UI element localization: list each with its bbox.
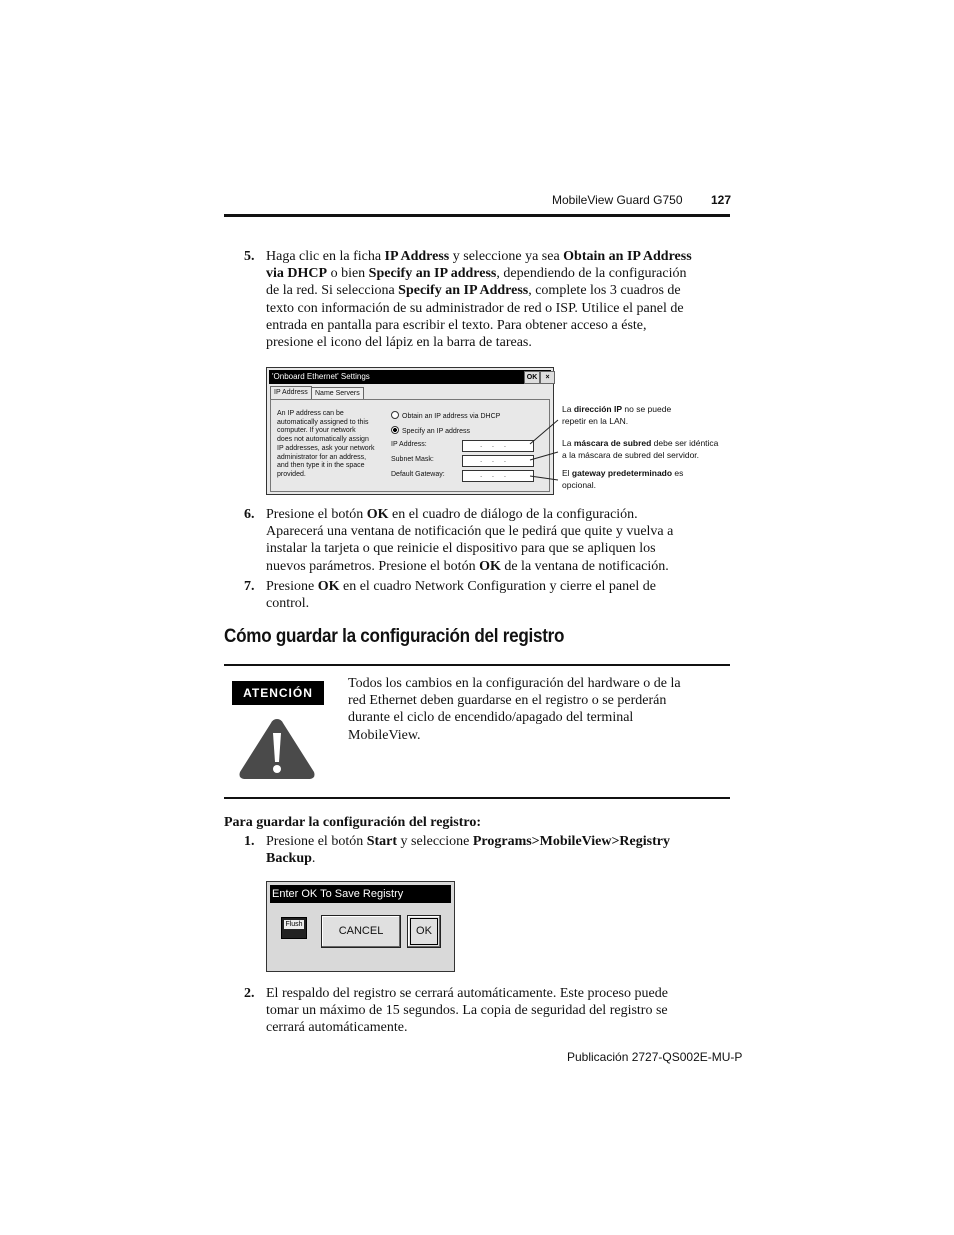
settings-title: 'Onboard Ethernet' Settings: [272, 372, 370, 381]
step-number: 7.: [244, 579, 255, 594]
callout-gateway: El gateway predeterminado es opcional.: [562, 468, 684, 490]
text-line: El respaldo del registro se cerrará automáticamente. Este proceso puede: [266, 986, 668, 1001]
subnet-mask-field[interactable]: ...: [462, 455, 534, 467]
text-line: provided.: [277, 470, 306, 478]
procedure-subheading: Para guardar la configuración del registro:: [224, 815, 482, 830]
header-rule: [224, 214, 730, 217]
attention-badge: ATENCIÓN: [232, 681, 324, 705]
callout-subnet-mask: La máscara de subred debe ser idéntica a la máscara de subred del servidor.: [562, 438, 719, 460]
step-text: [266, 578, 728, 612]
text-line: red Ethernet deben guardarse en el registro o se perderán: [348, 693, 667, 709]
ok-button[interactable]: OK: [407, 915, 441, 948]
step-text: [266, 985, 728, 1037]
text-line: Haga clic en la ficha IP Address y seleccione ya sea Obtain an IP Address: [266, 249, 692, 264]
callout-ip-address: La dirección IP no se puede repetir en la LAN.: [562, 404, 672, 426]
step-text: [266, 248, 728, 351]
step-number: 6.: [244, 507, 255, 522]
text-line: instalar la tarjeta o que reinicie el dispositivo para que se apliquen los: [266, 541, 656, 557]
text-line: does not automatically assign: [277, 436, 369, 444]
tab-name-servers[interactable]: Name Servers: [311, 387, 364, 400]
radio-unchecked-icon: [391, 411, 399, 419]
text-line: and then type it in the space: [277, 462, 365, 470]
attention-bottom-rule: [224, 797, 730, 799]
save-registry-title: Enter OK To Save Registry: [272, 888, 404, 900]
subnet-mask-label: Subnet Mask:: [391, 456, 434, 463]
step-number: 2.: [244, 986, 255, 1001]
text-line: An IP address can be: [277, 410, 344, 417]
cancel-button[interactable]: CANCEL: [321, 915, 401, 948]
page-number: 127: [711, 193, 732, 207]
default-gateway-label: Default Gateway:: [391, 471, 445, 478]
ip-address-panel: [270, 399, 550, 492]
text-line: computer. If your network: [277, 427, 356, 435]
radio-obtain-dhcp[interactable]: Obtain an IP address via DHCP: [391, 411, 500, 421]
step-text: [266, 506, 728, 575]
radio-specify-ip[interactable]: Specify an IP address: [391, 426, 470, 436]
settings-ok-button[interactable]: OK: [524, 371, 540, 384]
text-line: de la red. Si selecciona Specify an IP Address, complete los 3 cuadros de: [266, 283, 681, 299]
text-line: entrada en pantalla para escribir el texto. Para obtener acceso a éste,: [266, 317, 647, 333]
running-header-title: MobileView Guard G750: [552, 193, 683, 207]
text-line: presione el icono del lápiz en la barra de tareas.: [266, 335, 532, 351]
text-line: IP addresses, ask your network: [277, 444, 375, 452]
close-icon[interactable]: ×: [540, 371, 555, 384]
text-line: via DHCP o bien Specify an IP address, dependiendo de la configuración: [266, 266, 687, 282]
text-line: texto con información de su administrador de red o ISP. Utilice el panel de: [266, 300, 684, 316]
text-line: Backup.: [266, 851, 316, 867]
text-line: administrator for an address,: [277, 453, 367, 461]
save-registry-screenshot: [266, 881, 455, 972]
warning-icon: [236, 716, 318, 782]
text-line: control.: [266, 596, 310, 612]
text-line: tomar un máximo de 15 segundos. La copia de seguridad del registro se: [266, 1003, 668, 1019]
text-line: Presione el botón OK en el cuadro de diálogo de la configuración.: [266, 507, 638, 522]
ethernet-settings-screenshot: [266, 367, 554, 495]
text-line: cerrará automáticamente.: [266, 1020, 408, 1036]
text-line: Presione OK en el cuadro Network Configuration y cierre el panel de: [266, 579, 656, 594]
text-line: Todos los cambios en la configuración del hardware o de la: [348, 676, 681, 691]
text-line: MobileView.: [348, 727, 421, 743]
tab-ip-address[interactable]: IP Address: [270, 386, 312, 400]
attention-top-rule: [224, 664, 730, 666]
text-line: Aparecerá una ventana de notificación que le pedirá que quite y vuelva a: [266, 524, 674, 540]
default-gateway-field[interactable]: ...: [462, 470, 534, 482]
flush-icon: Flush: [281, 917, 307, 939]
step-number: 1.: [244, 834, 255, 849]
step-text: [266, 833, 728, 867]
publication-footer: Publicación 2727-QS002E-MU-P: [567, 1050, 743, 1064]
ip-address-label: IP Address:: [391, 441, 427, 448]
attention-text: [348, 675, 728, 744]
text-line: Presione el botón Start y seleccione Programs>MobileView>Registry: [266, 834, 670, 849]
settings-title-bar: [269, 370, 551, 384]
radio-checked-icon: [391, 426, 399, 434]
text-line: nuevos parámetros. Presione el botón OK de la ventana de notificación.: [266, 558, 669, 574]
save-registry-title-bar: [270, 885, 451, 903]
step-number: 5.: [244, 249, 255, 264]
section-heading: Cómo guardar la configuración del registro: [224, 626, 565, 647]
ip-info-text: [277, 410, 387, 480]
ip-address-field[interactable]: ...: [462, 440, 534, 452]
text-line: automatically assigned to this: [277, 418, 369, 426]
text-line: durante el ciclo de encendido/apagado del terminal: [348, 710, 634, 726]
